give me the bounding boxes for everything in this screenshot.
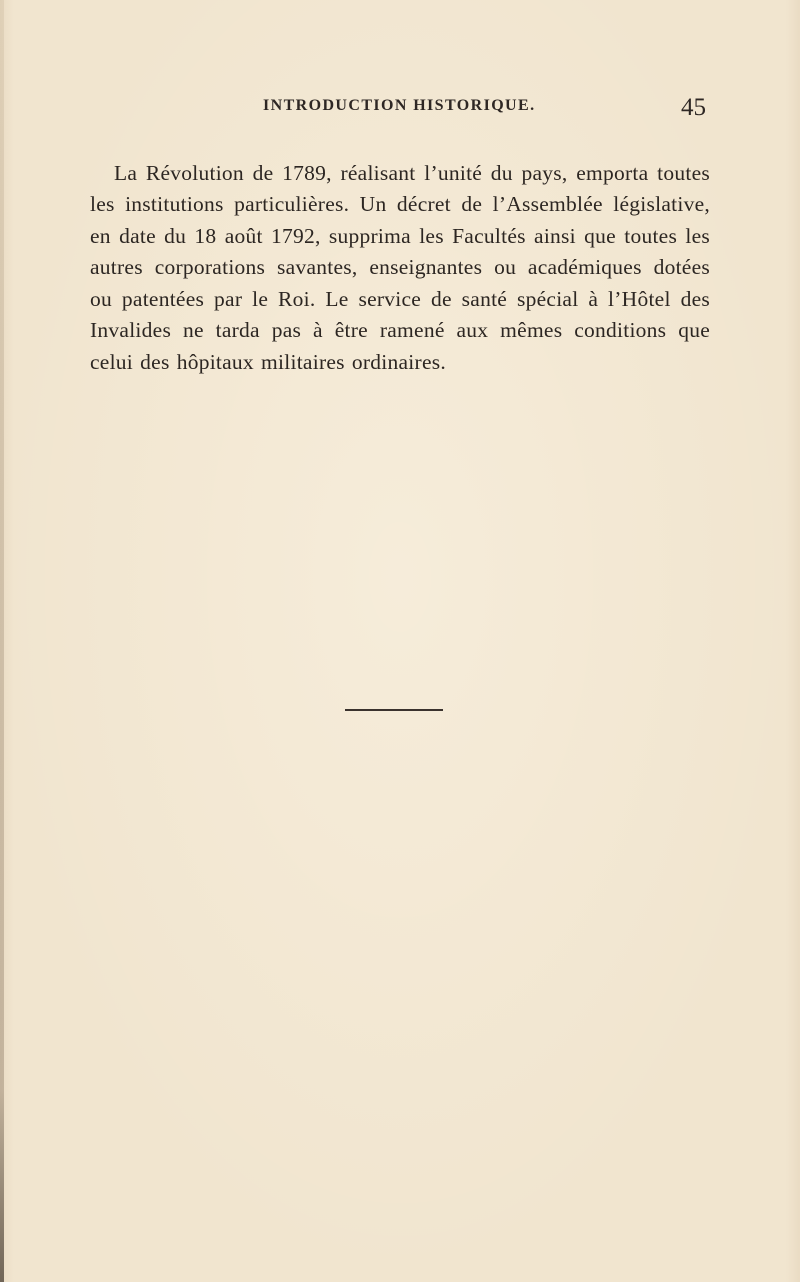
page-header bbox=[90, 94, 710, 124]
running-head: INTRODUCTION HISTORIQUE. bbox=[263, 97, 536, 114]
section-divider-rule bbox=[345, 709, 443, 711]
page-binding-edge bbox=[0, 0, 4, 1282]
page-number: 45 bbox=[681, 94, 706, 121]
body-paragraph: La Révolution de 1789, réalisant l’unité du pays, emporta toutes les institutions particulières. Un décret de l’Assemblée législative, en date du 18 août 1792, supprima les Facultés ainsi que toutes les autres corporations savantes, enseignantes ou académiques dotées ou patentées par le Roi. Le service de santé spécial à l’Hôtel des Invalides ne tarda pas à être ramené aux mêmes conditions que celui des hôpitaux militaires ordinaires. bbox=[90, 160, 710, 375]
